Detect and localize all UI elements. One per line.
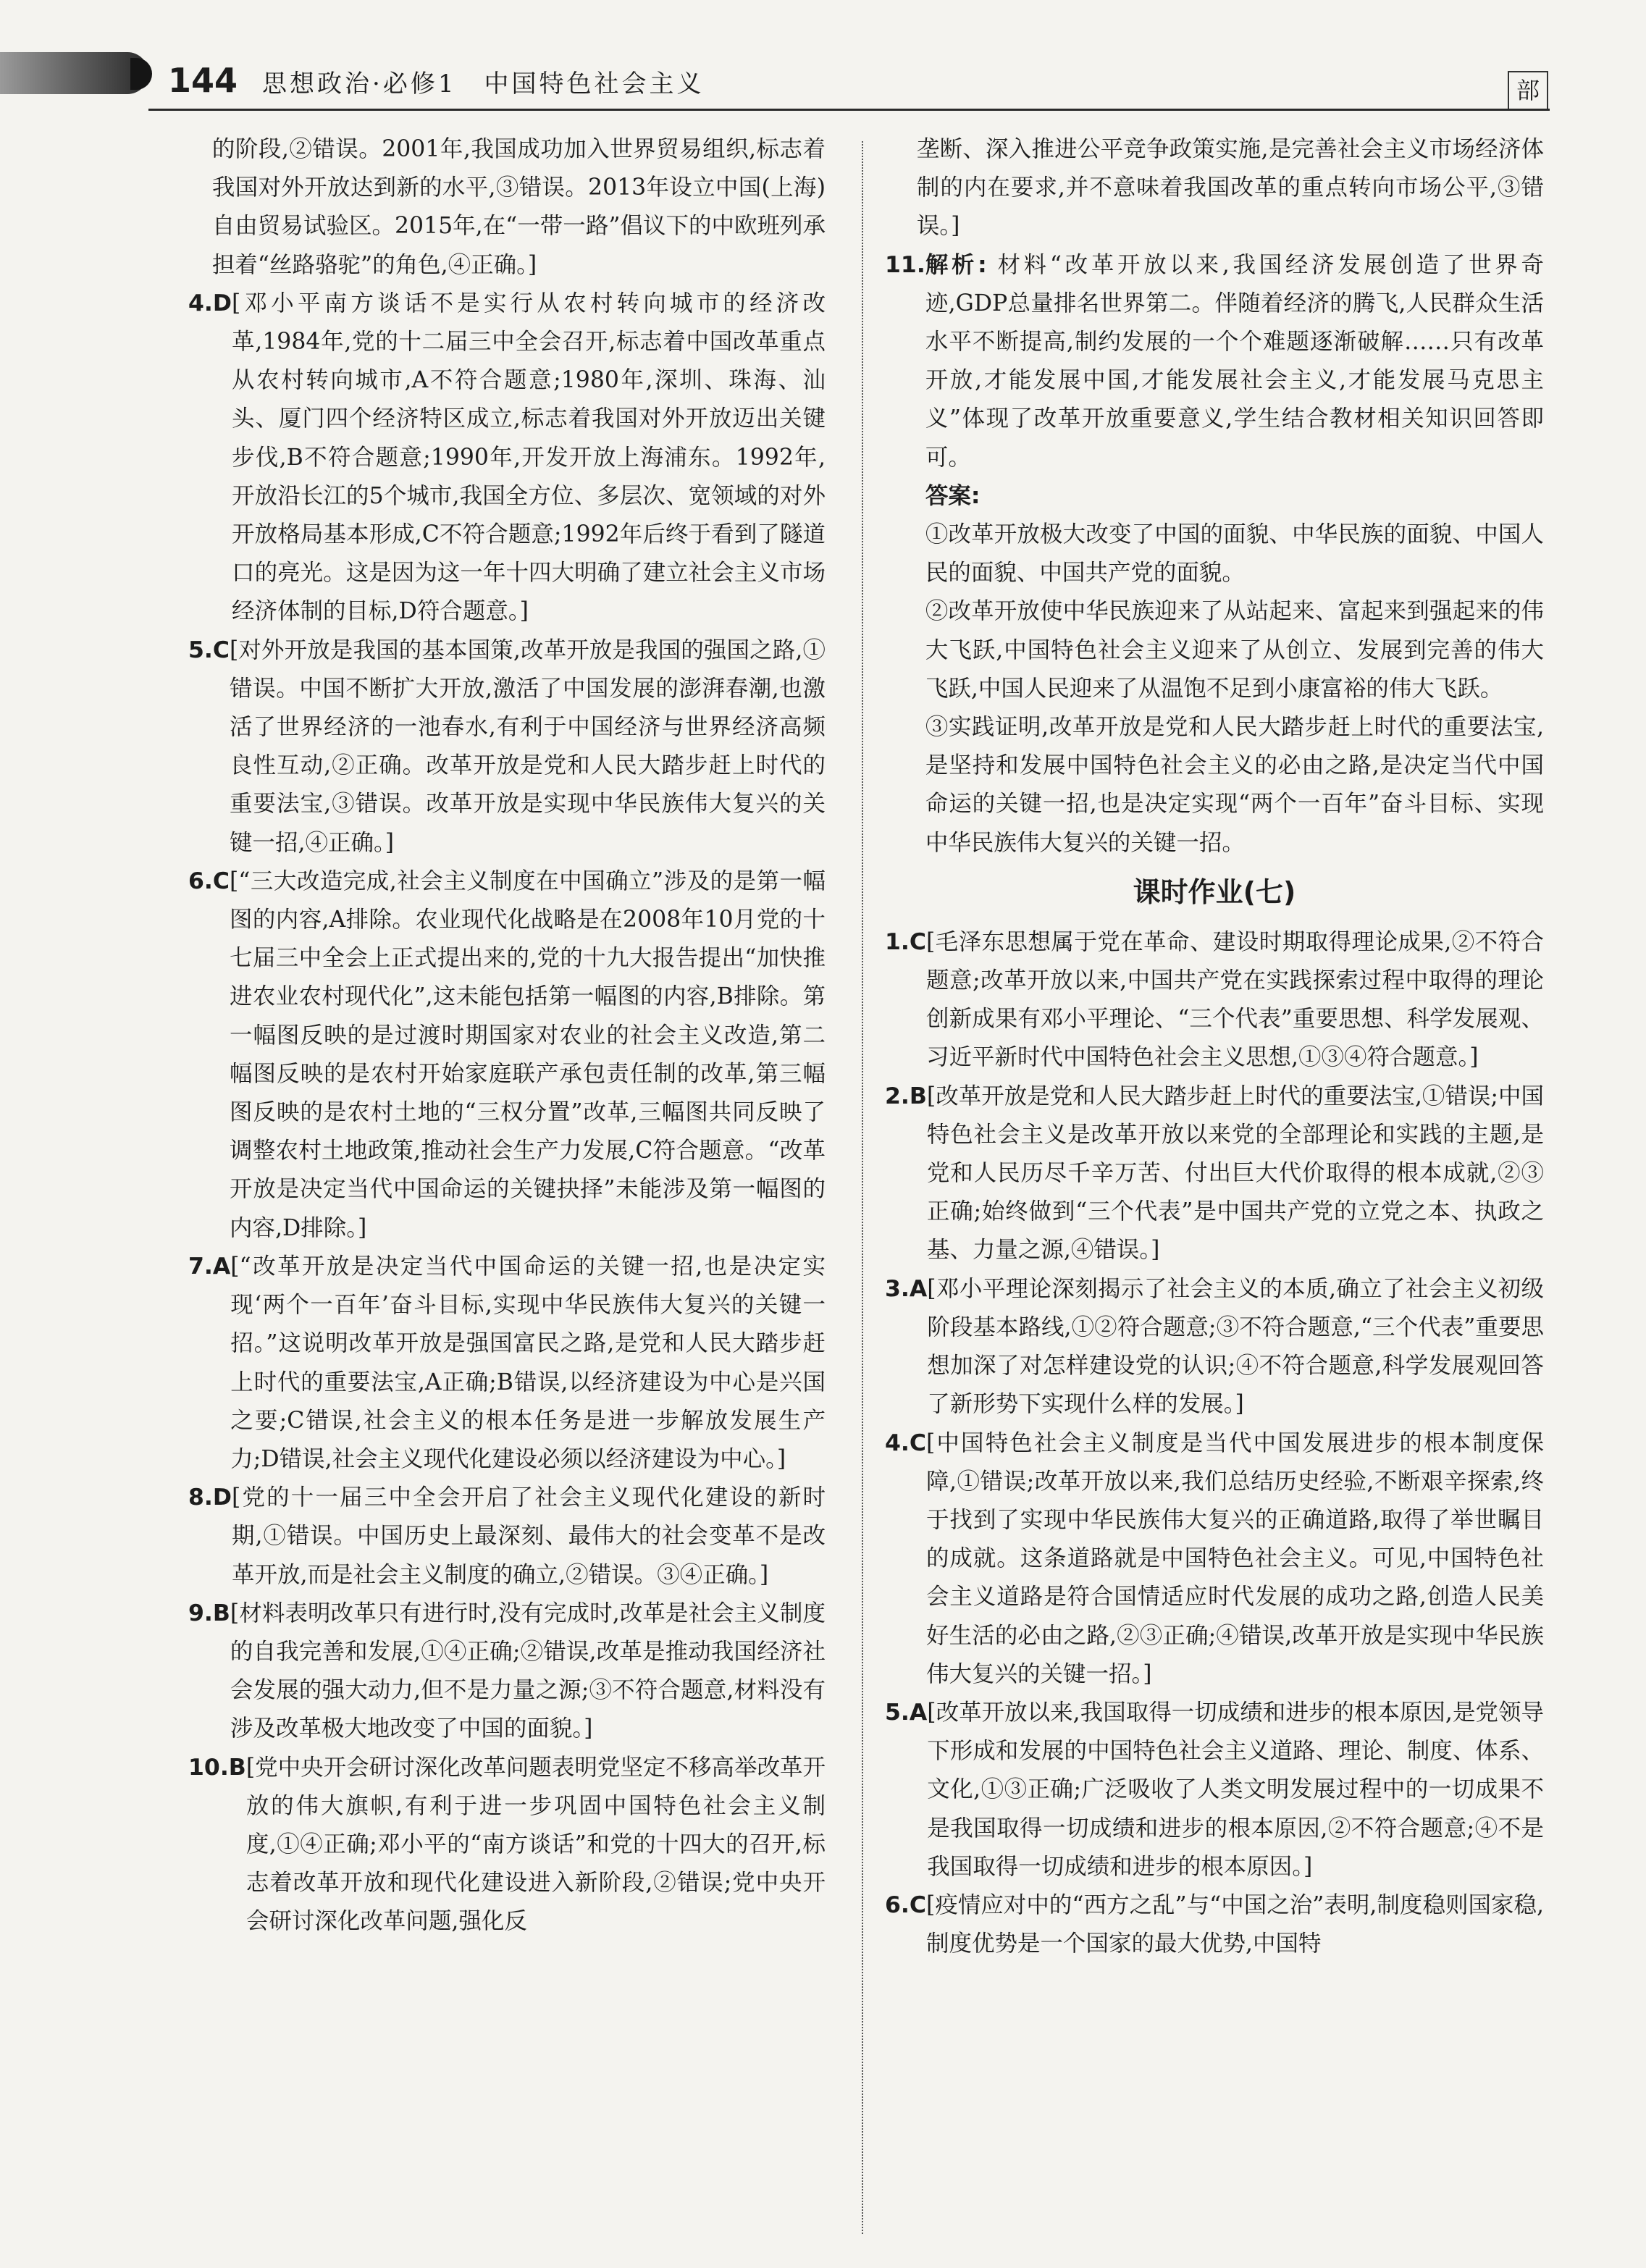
item-text: [“改革开放是决定当代中国命运的关键一招,也是决定实现‘两个一百年’奋斗目标,实现中华民族伟大复兴的关键一招。”这说明改革开放是强国富民之路,是党和人民大踏步赶上时代的重要法宝,A正确;B错误,以经济建设为中心是兴国之要;C错误,社会主义的根本任务是进一步解放发展生产力;D错误,社会主义现代化建设必须以经济建设为中心。] bbox=[230, 1253, 826, 1472]
item-text: [改革开放是党和人民大踏步赶上时代的重要法宝,①错误;中国特色社会主义是改革开放以来党的全部理论和实践的主题,是党和人民历尽千辛万苦、付出巨大代价取得的根本成就,②③正确;始终做到“三个代表”是中国共产党的立党之本、执政之基、力量之源,④错误。] bbox=[926, 1083, 1544, 1264]
page-number: 144 bbox=[168, 61, 238, 100]
corner-badge: 部 bbox=[1508, 71, 1548, 110]
analysis-text: 材料“改革开放以来,我国经济发展创造了世界奇迹,GDP总量排名世界第二。伴随着经济的腾飞,人民群众生活水平不断提高,制约发展的一个个难题逐渐破解……只有改革开放,才能发展中国,才能发展社会主义,才能发展马克思主义”体现了改革开放重要意义,学生结合教材相关知识回答即可。 bbox=[925, 251, 1544, 471]
answer-item bbox=[885, 1078, 1544, 1270]
answer-item bbox=[188, 862, 826, 1248]
item-text: [疫情应对中的“西方之乱”与“中国之治”表明,制度稳则国家稳,制度优势是一个国家的最大优势,中国特 bbox=[926, 1891, 1544, 1957]
item-text: [邓小平理论深刻揭示了社会主义的本质,确立了社会主义初级阶段基本路线,①②符合题意;③不符合题意,“三个代表”重要思想加深了对怎样建设党的认识;④不符合题意,科学发展观回答了新形势下实现什么样的发展。] bbox=[927, 1275, 1544, 1418]
item-text: [党中央开会研讨深化改革问题表明党坚定不移高举改革开放的伟大旗帜,有利于进一步巩固中国特色社会主义制度,①④正确;邓小平的“南方谈话”和党的十四大的召开,标志着改革开放和现代化建设进入新阶段,②错误;党中央开会研讨深化改革问题,强化反 bbox=[245, 1754, 826, 1935]
item-number bbox=[885, 130, 917, 246]
item-text: [中国特色社会主义制度是当代中国发展进步的根本制度保障,①错误;改革开放以来,我们总结历史经验,不断艰辛探索,终于找到了实现中华民族伟大复兴的正确道路,取得了举世瞩目的成就。这条道路就是中国特色社会主义。可见,中国特色社会主义道路是符合国情适应时代发展的成功之路,创造人民美好生活的必由之路,②③正确;④错误,改革开放是实现中华民族伟大复兴的关键一招。] bbox=[926, 1429, 1544, 1687]
answer-item bbox=[188, 631, 826, 862]
item-number: 6.C bbox=[885, 1891, 927, 1918]
item-number: 4.D bbox=[188, 290, 232, 316]
item-text: [改革开放以来,我国取得一切成绩和进步的根本原因,是党领导下形成和发展的中国特色社会主义道路、理论、制度、体系、文化,①③正确;广泛吸收了人类文明发展过程中的一切成果不是我国取得一切成绩和进步的根本原因,②不符合题意;④不是我国取得一切成绩和进步的根本原因。] bbox=[927, 1699, 1544, 1880]
answer-item bbox=[885, 1424, 1544, 1694]
item-body bbox=[925, 246, 1544, 862]
page-tab-decoration bbox=[0, 52, 148, 94]
item-number: 2.B bbox=[885, 1083, 927, 1109]
analysis-label: 解析: bbox=[925, 251, 987, 278]
item-text: 的阶段,②错误。2001年,我国成功加入世界贸易组织,标志着我国对外开放达到新的水平,③错误。2013年设立中国(上海)自由贸易试验区。2015年,在“一带一路”倡议下的中欧班列承担着“丝路骆驼”的角色,④正确。] bbox=[211, 136, 826, 278]
item-text: [党的十一届三中全会开启了社会主义现代化建设的新时期,①错误。中国历史上最深刻、最伟大的社会变革不是改革开放,而是社会主义制度的确立,②错误。③④正确。] bbox=[232, 1484, 826, 1588]
item-text: [“三大改造完成,社会主义制度在中国确立”涉及的是第一幅图的内容,A排除。农业现代化战略是在2008年10月党的十七届三中全会上正式提出来的,党的十九大报告提出“加快推进农业农村现代化”,这未能包括第一幅图的内容,B排除。第一幅图反映的是过渡时期国家对农业的社会主义改造,第二幅图反映的是农村开始家庭联产承包责任制的改革,第三幅图反映的是农村土地的“三权分置”改革,三幅图共同反映了调整农村土地政策,推动社会生产力发展,C符合题意。“改革开放是决定当代中国命运的关键抉择”未能涉及第一幅图的内容,D排除。] bbox=[230, 868, 826, 1241]
item-number: 4.C bbox=[885, 1429, 927, 1456]
item-number: 10.B bbox=[188, 1754, 246, 1781]
item-text: 垄断、深入推进公平竞争政策实施,是完善社会主义市场经济体制的内在要求,并不意味着我国改革的重点转向市场公平,③错误。] bbox=[916, 136, 1544, 240]
answer-item bbox=[885, 1886, 1544, 1963]
item-number: 7.A bbox=[188, 1253, 231, 1280]
item-number: 11. bbox=[885, 251, 925, 278]
item-number: 5.A bbox=[885, 1699, 928, 1726]
column-divider bbox=[862, 141, 863, 2234]
answer-item bbox=[188, 1749, 826, 1941]
answer-point: ③实践证明,改革开放是党和人民大踏步赶上时代的重要法宝,是坚持和发展中国特色社会主义的必由之路,是决定当代中国命运的关键一招,也是决定实现“两个一百年”奋斗目标、实现中华民族伟大复兴的关键一招。 bbox=[925, 714, 1544, 856]
answer-item bbox=[885, 923, 1544, 1078]
right-column bbox=[885, 130, 1544, 1963]
answer-item bbox=[188, 1248, 826, 1479]
continuation-item bbox=[885, 130, 1544, 246]
item-number: 1.C bbox=[885, 928, 927, 955]
section-title: 课时作业(七) bbox=[1133, 875, 1296, 908]
item-text: [毛泽东思想属于党在革命、建设时期取得理论成果,②不符合题意;改革开放以来,中国共产党在实践探索过程中取得的理论创新成果有邓小平理论、“三个代表”重要思想、科学发展观、习近平新时代中国特色社会主义思想,①③④符合题意。] bbox=[926, 928, 1544, 1071]
answer-point: ①改革开放极大改变了中国的面貌、中华民族的面貌、中国人民的面貌、中国共产党的面貌。 bbox=[925, 521, 1544, 587]
item-number: 5.C bbox=[188, 637, 230, 663]
answer-item bbox=[885, 1270, 1544, 1424]
item-text: [材料表明改革只有进行时,没有完成时,改革是社会主义制度的自我完善和发展,①④正确;②错误,改革是推动我国经济社会发展的强大动力,但不是力量之源;③不符合题意,材料没有涉及改革极大地改变了中国的面貌。] bbox=[230, 1600, 826, 1742]
item-number: 8.D bbox=[188, 1484, 232, 1511]
continuation-item bbox=[188, 130, 826, 285]
left-column bbox=[188, 130, 826, 1941]
answer-item bbox=[188, 1479, 826, 1595]
answer-item bbox=[188, 1595, 826, 1749]
item-number: 9.B bbox=[188, 1600, 230, 1626]
item-text: [邓小平南方谈话不是实行从农村转向城市的经济改革,1984年,党的十二届三中全会召开,标志着中国改革重点从农村转向城市,A不符合题意;1980年,深圳、珠海、汕头、厦门四个经济特区成立,标志着我国对外开放迈出关键步伐,B不符合题意;1990年,开发开放上海浦东。1992年,开放沿长江的5个城市,我国全方位、多层次、宽领域的对外开放格局基本形成,C不符合题意;1992年后终于看到了隧道口的亮光。这是因为这一年十四大明确了建立社会主义市场经济体制的目标,D符合题意。] bbox=[232, 290, 826, 625]
item-number: 3.A bbox=[885, 1275, 928, 1302]
item-text: [对外开放是我国的基本国策,改革开放是我国的强国之路,①错误。中国不断扩大开放,激活了中国发展的澎湃春潮,也激活了世界经济的一池春水,有利于中国经济与世界经济高频良性互动,②正确。改革开放是党和人民大踏步赶上时代的重要法宝,③错误。改革开放是实现中华民族伟大复兴的关键一招,④正确。] bbox=[230, 637, 826, 856]
item-number: 6.C bbox=[188, 868, 230, 894]
header-rule bbox=[148, 109, 1550, 111]
page-header bbox=[168, 61, 1544, 104]
answer-item bbox=[885, 1694, 1544, 1886]
running-head: 思想政治·必修1 中国特色社会主义 bbox=[262, 70, 705, 98]
page-tab-edge bbox=[130, 58, 152, 90]
answer-item bbox=[188, 285, 826, 631]
question-11 bbox=[885, 246, 1544, 862]
item-number bbox=[188, 130, 212, 285]
answer-label: 答案: bbox=[925, 482, 981, 509]
answer-point: ②改革开放使中华民族迎来了从站起来、富起来到强起来的伟大飞跃,中国特色社会主义迎来了从创立、发展到完善的伟大飞跃,中国人民迎来了从温饱不足到小康富裕的伟大飞跃。 bbox=[925, 598, 1544, 702]
